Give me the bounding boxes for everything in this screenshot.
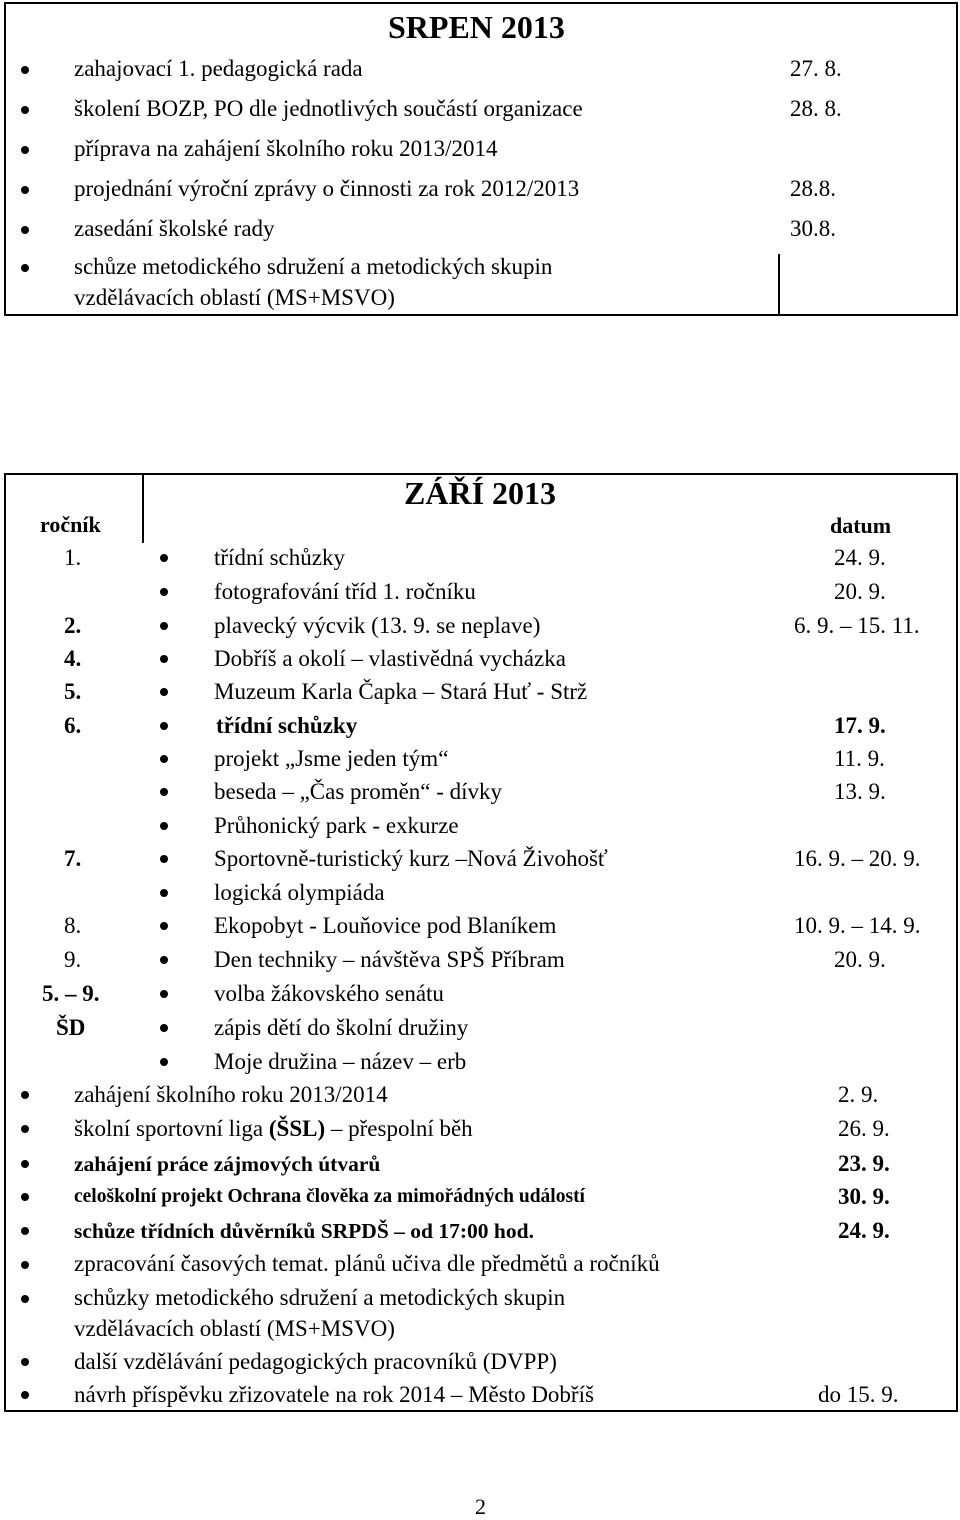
activity-text: zápis dětí do školní družiny xyxy=(214,1015,469,1040)
general-date: 2. 9. xyxy=(838,1082,879,1107)
bullet-icon xyxy=(21,264,29,272)
activity-text: Sportovně-turistický kurz –Nová Živohošť xyxy=(214,846,608,871)
bullet-icon xyxy=(21,1391,29,1399)
bullet-icon xyxy=(21,1261,29,1269)
general-text: schůze třídních důvěrníků SRPDŠ – od 17:00 hod. xyxy=(74,1219,534,1243)
grade-label: 1. xyxy=(64,545,82,570)
bullet-icon xyxy=(21,1358,29,1366)
srpen-row-text-continued: vzdělávacích oblastí (MS+MSVO) xyxy=(74,285,395,310)
general-text xyxy=(74,1116,473,1142)
activity-text: Průhonický park - exkurze xyxy=(214,813,459,838)
bullet-icon xyxy=(160,722,168,730)
general-text: další vzdělávání pedagogických pracovníků (DVPP) xyxy=(74,1349,557,1374)
bullet-icon xyxy=(21,1227,29,1235)
bullet-icon xyxy=(160,688,168,696)
bullet-icon xyxy=(21,1193,29,1201)
general-text: celoškolní projekt Ochrana člověka za mimořádných událostí xyxy=(74,1186,585,1207)
activity-date: 20. 9. xyxy=(834,579,886,604)
general-date: 24. 9. xyxy=(838,1218,890,1243)
activity-date: 13. 9. xyxy=(834,779,886,804)
grade-label: 2. xyxy=(64,613,82,638)
srpen-row-date: 30.8. xyxy=(790,216,836,241)
activity-text: Ekopobyt - Louňovice pod Blaníkem xyxy=(214,913,557,938)
srpen-title: SRPEN 2013 xyxy=(388,9,565,45)
bullet-icon xyxy=(160,622,168,630)
activity-text: třídní schůzky xyxy=(216,713,358,738)
bullet-icon xyxy=(160,1058,168,1066)
bullet-icon xyxy=(160,990,168,998)
general-date: 30. 9. xyxy=(838,1184,890,1209)
activity-text: beseda – „Čas proměn“ - dívky xyxy=(214,779,503,804)
general-date: 26. 9. xyxy=(838,1116,890,1141)
activity-date: 6. 9. – 15. 11. xyxy=(794,613,920,638)
bullet-icon xyxy=(160,889,168,897)
activity-date: 11. 9. xyxy=(834,746,885,771)
grade-label: 6. xyxy=(64,713,82,738)
activity-text: volba žákovského senátu xyxy=(214,981,444,1006)
zari-title: ZÁŘÍ 2013 xyxy=(404,475,557,511)
bullet-icon xyxy=(160,1024,168,1032)
bullet-icon xyxy=(160,855,168,863)
srpen-row-date: 27. 8. xyxy=(790,56,842,81)
general-text: schůzky metodického sdružení a metodických skupin xyxy=(74,1285,566,1310)
grade-label: 5. xyxy=(64,679,82,704)
grade-label: 5. – 9. xyxy=(42,981,100,1006)
bullet-icon xyxy=(21,1295,29,1303)
general-text-part-bold: (ŠSL) xyxy=(268,1116,326,1141)
bullet-icon xyxy=(21,186,29,194)
activity-text: Dobříš a okolí – vlastivědná vycházka xyxy=(214,646,566,671)
general-text-continued: vzdělávacích oblastí (MS+MSVO) xyxy=(74,1316,395,1341)
general-text: zahájení práce zájmových útvarů xyxy=(74,1152,381,1176)
srpen-divider xyxy=(778,254,780,315)
grade-label: ŠD xyxy=(56,1015,86,1040)
general-text: zpracování časových temat. plánů učiva dle předmětů a ročníků xyxy=(74,1251,660,1276)
bullet-icon xyxy=(21,106,29,114)
srpen-row-date: 28.8. xyxy=(790,176,836,201)
bullet-icon xyxy=(21,1125,29,1133)
bullet-icon xyxy=(160,655,168,663)
activity-date: 16. 9. – 20. 9. xyxy=(794,846,921,871)
general-text: návrh příspěvku zřizovatele na rok 2014 – Město Dobříš xyxy=(74,1382,594,1407)
srpen-row-text: schůze metodického sdružení a metodických skupin xyxy=(74,254,553,279)
bullet-icon xyxy=(160,956,168,964)
bullet-icon xyxy=(21,1160,29,1168)
bullet-icon xyxy=(160,922,168,930)
activity-text: fotografování tříd 1. ročníku xyxy=(214,579,476,604)
general-date: do 15. 9. xyxy=(818,1382,899,1407)
srpen-row-text: zahajovací 1. pedagogická rada xyxy=(74,56,363,81)
general-text-part: – přespolní běh xyxy=(325,1116,473,1141)
general-text: zahájení školního roku 2013/2014 xyxy=(74,1082,388,1107)
activity-text: logická olympiáda xyxy=(214,880,385,905)
grade-label: 8. xyxy=(64,913,82,938)
activity-text: plavecký výcvik (13. 9. se neplave) xyxy=(214,613,541,638)
activity-date: 17. 9. xyxy=(834,713,886,738)
bullet-icon xyxy=(160,788,168,796)
bullet-icon xyxy=(160,588,168,596)
bullet-icon xyxy=(21,1091,29,1099)
activity-date: 10. 9. – 14. 9. xyxy=(794,913,921,938)
activity-date: 20. 9. xyxy=(834,947,886,972)
bullet-icon xyxy=(160,755,168,763)
bullet-icon xyxy=(160,554,168,562)
grade-label: 9. xyxy=(64,947,82,972)
activity-text: Muzeum Karla Čapka – Stará Huť - Strž xyxy=(214,679,588,704)
header-rocnik: ročník xyxy=(40,512,101,537)
bullet-icon xyxy=(21,66,29,74)
activity-date: 24. 9. xyxy=(834,545,886,570)
srpen-row-text: projednání výroční zprávy o činnosti za rok 2012/2013 xyxy=(74,176,580,201)
srpen-row-text: školení BOZP, PO dle jednotlivých součástí organizace xyxy=(74,96,583,121)
grade-label: 4. xyxy=(64,646,82,671)
srpen-row-date: 28. 8. xyxy=(790,96,842,121)
header-datum: datum xyxy=(830,513,892,538)
bullet-icon xyxy=(21,146,29,154)
activity-text: třídní schůzky xyxy=(214,545,345,570)
srpen-row-text: zasedání školské rady xyxy=(74,216,275,241)
activity-text: projekt „Jsme jeden tým“ xyxy=(214,746,449,771)
bullet-icon xyxy=(160,822,168,830)
general-text-part: školní sportovní liga xyxy=(74,1116,269,1141)
activity-text: Den techniky – návštěva SPŠ Příbram xyxy=(214,947,565,972)
grade-label: 7. xyxy=(64,846,82,871)
activity-text: Moje družina – název – erb xyxy=(214,1049,467,1074)
zari-divider xyxy=(142,473,144,543)
bullet-icon xyxy=(21,226,29,234)
general-date: 23. 9. xyxy=(838,1151,890,1176)
srpen-row-text: příprava na zahájení školního roku 2013/2014 xyxy=(74,136,498,161)
page-number: 2 xyxy=(475,1494,486,1519)
